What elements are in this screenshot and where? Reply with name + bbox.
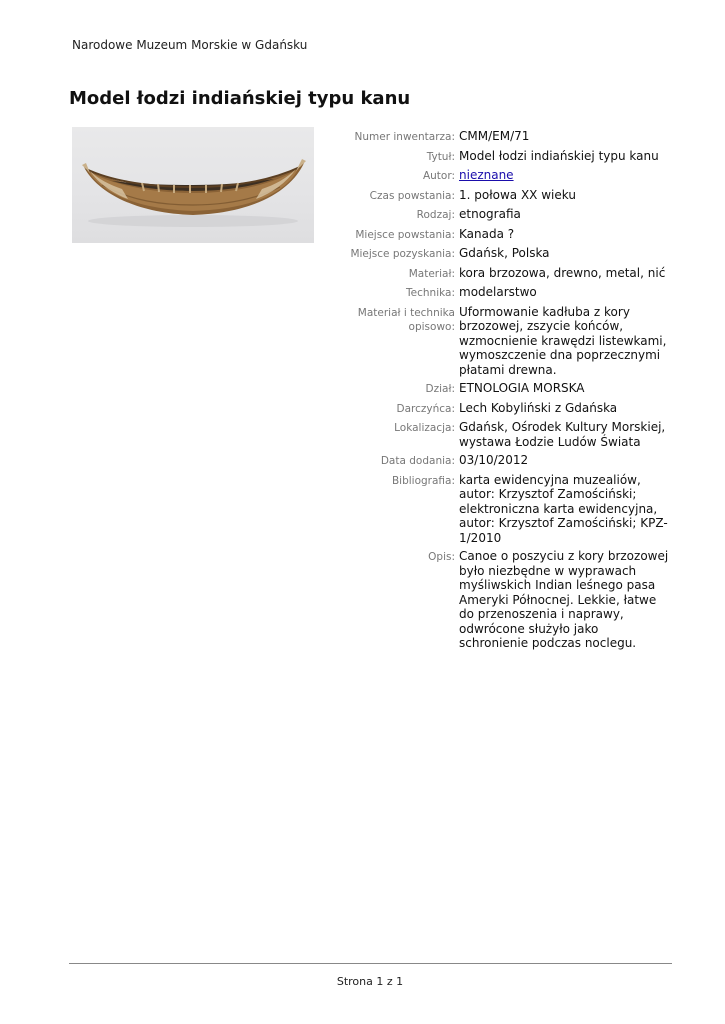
field-type (340, 207, 680, 223)
page-number: Strona 1 z 1 (336, 975, 404, 988)
field-place-of-acquisition (340, 246, 680, 262)
field-label: Miejsce powstania: (355, 228, 455, 241)
metadata-list (340, 129, 680, 655)
canoe-photo (72, 127, 314, 243)
field-label: Autor: (422, 170, 455, 182)
field-description (340, 549, 680, 651)
field-value: karta ewidencyjna muzealiów, autor: Krzysztof Zamościński; elektroniczna karta ewidencyjna, autor: Krzysztof Zamościński; KPZ-1/2010 (459, 472, 668, 545)
canoe-model-image (72, 127, 314, 243)
field-department (340, 381, 680, 397)
page-title: Model łodzi indiańskiej typu kanu (69, 88, 411, 109)
field-label: Czas powstania: (369, 189, 455, 202)
field-label: Rodzaj: (416, 209, 455, 221)
field-bibliography (340, 473, 680, 546)
field-value: Kanada ? (459, 226, 515, 241)
field-location (340, 420, 680, 449)
field-label: Tytuł: (426, 150, 455, 163)
field-label: Dział: (425, 383, 455, 395)
field-value: Gdańsk, Ośrodek Kultury Morskiej, wystawa Łodzie Ludów Świata (459, 420, 666, 449)
field-inventory-number (340, 129, 680, 145)
field-label: Numer inwentarza: (354, 131, 455, 143)
field-author (340, 168, 680, 184)
field-value: kora brzozowa, drewno, metal, nić (459, 265, 666, 280)
field-value-container (459, 168, 669, 184)
field-value: 03/10/2012 (459, 453, 529, 467)
field-material-technique-description (340, 305, 680, 378)
field-label: Bibliografia: (391, 474, 455, 487)
field-label: Lokalizacja: (394, 422, 455, 434)
field-value: modelarstwo (459, 285, 537, 299)
field-label: Materiał: (408, 267, 455, 280)
field-value: Uformowanie kadłuba z kory brzozowej, zszycie końców, wzmocnienie krawędzi listewkami, wymoszczenie dna poprzecznymi płatami drewna. (459, 304, 667, 377)
field-value: etnografia (459, 207, 521, 221)
field-value: Model łodzi indiańskiej typu kanu (459, 148, 659, 163)
footer-divider (69, 963, 672, 964)
museum-name: Narodowe Muzeum Morskie w Gdańsku (72, 38, 308, 52)
field-material (340, 266, 680, 282)
field-label: Technika: (406, 287, 455, 299)
field-value: Gdańsk, Polska (459, 246, 550, 260)
author-link[interactable]: nieznane (459, 168, 514, 182)
field-date-added (340, 453, 680, 469)
field-technique (340, 285, 680, 301)
field-label: Miejsce pozyskania: (350, 248, 455, 260)
field-creation-time (340, 188, 680, 204)
field-title (340, 149, 680, 165)
field-label: Darczyńca: (396, 402, 455, 415)
field-value: Canoe o poszyciu z kory brzozowej było niezbędne w wyprawach myśliwskich Indian leśnego pasa Ameryki Północnej. Lekkie, łatwe do przenoszenia i naprawy, odwrócone służyło jako schronienie podczas noclegu. (459, 549, 669, 650)
field-value: 1. połowa XX wieku (459, 187, 576, 202)
field-value: CMM/EM/71 (459, 129, 530, 143)
field-place-of-creation (340, 227, 680, 243)
field-value: Lech Kobyliński z Gdańska (459, 400, 618, 415)
field-donor (340, 401, 680, 417)
field-label: Opis: (428, 551, 455, 563)
field-label: Data dodania: (380, 455, 455, 467)
field-value: ETNOLOGIA MORSKA (459, 381, 585, 395)
field-label: Materiał i technika opisowo: (357, 306, 455, 333)
